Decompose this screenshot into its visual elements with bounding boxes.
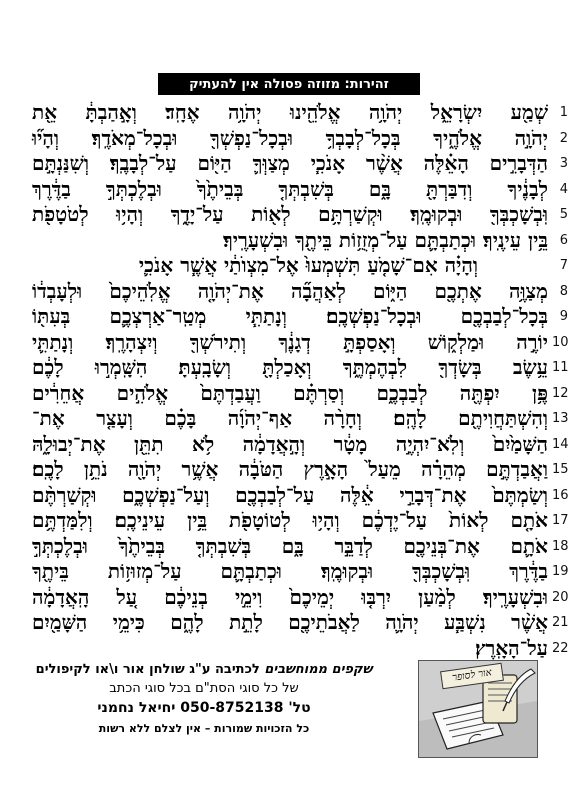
logo-illustration xyxy=(418,660,538,758)
line-number: 9 xyxy=(559,309,568,324)
verse-text: בַדֶּ֔רֶךְ וּֽבְשָׁכְבְּךָ֖ וּבְקוּמֶֽךָ׃ וּכְתַבְתָּ֛ם עַל־מְזוּז֥וֹת בֵּיתֶ֖ךָ xyxy=(32,559,548,583)
line-number: 18 xyxy=(552,538,569,554)
verse-line xyxy=(32,253,568,279)
verse-line xyxy=(32,431,569,458)
verse-text: אֹתָ֤ם לְאוֹת֙ עַל־יֶדְכֶ֔ם וְהָי֥וּ לְטוֹטָפֹ֖ת בֵּ֥ין עֵינֵיכֶֽם׃ וְלִמַּדְתֶּ֥ם xyxy=(32,508,548,532)
footer-phone: טל' 050-8752138 יחיאל נחמני xyxy=(97,700,311,716)
line-number: 13 xyxy=(552,411,569,426)
line-number: 6 xyxy=(559,232,568,248)
verse-text: אֲשֶׁ֨ר נִשְׁבַּ֧ע יְהֹוָ֛ה לַאֲבֹתֵיכֶ֖ם לָתֵ֣ת לָהֶ֑ם כִּימֵ֥י הַשָּׁמַ֖יִם xyxy=(32,610,548,634)
verse-line xyxy=(32,329,569,356)
footer-product-desc: לכתיבה ע"ג שולחן אור ו\או לקיפולים xyxy=(35,662,265,677)
warning-banner: זהירות: מזוזה פסולה אין להעתיק xyxy=(158,73,420,95)
verse-text: יוֹרֶ֣ה וּמַלְק֑וֹשׁ וְאָסַפְתָּ֣ דְגָנֶ֔ךָ וְתִירֹשְׁךָ֖ וְיִצְהָרֶֽךָ׃ וְנָתַתִּ֛י xyxy=(32,329,548,354)
verse-text: לְבָנֶ֔יךָ וְדִבַּרְתָּ֖ בָּ֑ם בְּשִׁבְתְּךָ֤ בְּבֵיתֶ֙ךָ֙ וּבְלֶכְתְּךָ֣ בַדֶּ֔רֶךְ xyxy=(32,176,548,201)
verse-text: וּבִשְׁעָרֶֽיךָ׃ לְמַ֨עַן יִרְבּ֤וּ יְמֵיכֶם֙ וִימֵ֣י בְנֵיכֶ֔ם עַ֚ל הָֽאֲדָמָ֔ה xyxy=(32,584,548,609)
footer-line-2: של כל סוגי הסת"ם בכל סוגי הכתב xyxy=(109,681,299,696)
verse-text: בֵּ֥ין עֵינֶֽיךָ׃ וּכְתַבְתָּ֛ם עַל־מְזֻז֥וֹת בֵּיתֶ֖ךָ וּבִשְׁעָרֶֽיךָ׃ xyxy=(222,227,548,252)
verse-text: פֶּ֥ן יִפְתֶּ֖ה לְבַבְכֶ֑ם וְסַרְתֶּ֗ם וַעֲבַדְתֶּם֙ אֱלֹהִ֣ים אֲחֵרִ֔ים xyxy=(32,380,548,405)
footer-product: שקפים ממוחשבים xyxy=(264,662,373,677)
line-number: 7 xyxy=(559,258,568,273)
verse-line xyxy=(32,355,569,381)
verse-text: הַשָּׁמַ֙יִם֙ וְלֹֽא־יִהְיֶ֣ה מָטָ֔ר וְהָ֣אֲדָמָ֔ה לֹ֥א תִתֵּ֖ן אֶת־יְבוּלָ֑הּ xyxy=(32,431,548,456)
line-number: 15 xyxy=(552,462,569,477)
verse-line xyxy=(32,100,568,126)
line-number: 4 xyxy=(559,181,568,197)
verse-text: שְׁמַ֖ע יִשְׂרָאֵ֑ל יְהֹוָ֥ה אֱלֹהֵ֖ינוּ יְהֹוָ֥ה אֶחָֽד׃ וְאָ֣הַבְתָּ֔ אֵ֖ת xyxy=(32,100,548,124)
line-number: 22 xyxy=(552,640,569,656)
verse-line xyxy=(32,559,569,585)
line-number: 5 xyxy=(559,207,568,222)
verse-line xyxy=(32,610,569,636)
verse-text: הַדְּבָרִ֣ים הָאֵ֗לֶּה אֲשֶׁ֨ר אָנֹכִ֧י מְצַוְּךָ֛ הַיּ֖וֹם עַל־לְבָבֶֽךָ׃ וְשִׁנַּנְתָּ֣ם xyxy=(32,151,548,175)
line-number: 12 xyxy=(552,385,569,401)
verse-line xyxy=(32,457,569,483)
verse-line xyxy=(32,176,568,203)
line-number: 3 xyxy=(559,156,568,171)
verse-line xyxy=(32,508,569,534)
line-number: 14 xyxy=(552,436,569,452)
verse-text: וּֽבְשָׁכְבְּךָ֖ וּבְקוּמֶֽךָ׃ וּקְשַׁרְתָּ֥ם לְא֖וֹת עַל־יָדֶ֑ךָ וְהָי֥וּ לְטֹטָפֹ֖ת xyxy=(32,202,548,226)
footer-line-1 xyxy=(8,662,400,677)
verse-text: וְשַׂמְתֶּם֙ אֶת־דְּבָרַ֣י אֵ֔לֶּה עַל־לְבַבְכֶ֖ם וְעַל־נַפְשְׁכֶ֑ם וּקְשַׁרְתֶּ֨ם xyxy=(32,482,548,507)
verse-text: וְהָיָ֗ה אִם־שָׁמֹ֤עַ תִּשְׁמְעוּ֙ אֶל־מִצְוֺתַ֔י אֲשֶׁ֧ר אָנֹכִ֛י xyxy=(138,253,478,277)
line-number: 1 xyxy=(559,105,568,120)
verse-line xyxy=(32,227,568,254)
line-number: 17 xyxy=(552,513,569,528)
verse-line xyxy=(32,278,568,305)
verse-text: עֵ֥שֶׂב בְּשָׂדְךָ֖ לִבְהֶמְתֶּ֑ךָ וְאָכַלְתָּ֖ וְשָׂבָֽעְתָּ׃ הִשָּֽׁמְר֣וּ לָכֶ֔ם xyxy=(32,355,548,379)
verse-line xyxy=(32,635,569,662)
line-number: 20 xyxy=(552,589,569,605)
verse-text: וְהִשְׁתַּחֲוִיתֶ֖ם לָהֶֽם׃ וְחָרָ֨ה אַף־יְהֹוָ֜ה בָּכֶ֗ם וְעָצַ֤ר אֶת־ xyxy=(32,406,548,430)
footer-contact xyxy=(8,660,400,735)
verse-line xyxy=(32,202,568,228)
verse-text: אֹתָ֛ם אֶת־בְּנֵיכֶ֖ם לְדַבֵּ֣ר בָּ֑ם בְּשִׁבְתְּךָ֤ בְּבֵיתֶ֙ךָ֙ וּבְלֶכְתְּךָ֣ xyxy=(32,533,548,558)
verse-line xyxy=(32,584,569,611)
line-number: 10 xyxy=(552,334,569,350)
line-number: 21 xyxy=(552,615,569,630)
line-number: 11 xyxy=(552,360,569,375)
footer-rights: כל הזכויות שמורות – אין לצלם ללא רשות xyxy=(98,722,310,735)
verse-line xyxy=(32,151,568,177)
verse-text: מְצַוֶּ֥ה אֶתְכֶ֖ם הַיּ֑וֹם לְאַהֲבָ֞ה אֶת־יְהֹוָ֤ה אֱלֹֽהֵיכֶם֙ וּלְעָבְד֔וֹ xyxy=(32,278,548,303)
verse-line xyxy=(32,304,568,330)
scroll-text xyxy=(32,100,569,661)
logo-label: אור לסופר xyxy=(440,663,504,689)
verse-line xyxy=(32,380,569,407)
line-number: 8 xyxy=(559,283,568,299)
verse-text: עַל־הָאָֽרֶץ׃ xyxy=(475,635,548,660)
line-number: 19 xyxy=(552,564,569,579)
verse-line xyxy=(32,533,569,560)
line-number: 16 xyxy=(552,487,569,503)
verse-text: וַאֲבַדְתֶּ֣ם מְהֵרָ֗ה מֵעַל֙ הָאָ֣רֶץ הַטֹּבָ֔ה אֲשֶׁ֥ר יְהֹוָ֖ה נֹתֵ֥ן לָכֶֽם׃ xyxy=(32,457,548,481)
verse-line xyxy=(32,482,569,509)
line-number: 2 xyxy=(559,130,568,146)
verse-text: יְהֹוָ֣ה אֱלֹהֶ֑יךָ בְּכָל־לְבָבְךָ֥ וּבְכָל־נַפְשְׁךָ֖ וּבְכָל־מְאֹדֶֽךָ׃ וְהָי֞וּ xyxy=(32,125,548,150)
verse-text: בְּכָל־לְבַבְכֶ֖ם וּבְכָל־נַפְשְׁכֶֽם׃ וְנָתַתִּ֧י מְטַֽר־אַרְצְכֶ֛ם בְּעִתּ֖וֹ xyxy=(32,304,548,328)
verse-line xyxy=(32,406,569,432)
verse-line xyxy=(32,125,568,152)
